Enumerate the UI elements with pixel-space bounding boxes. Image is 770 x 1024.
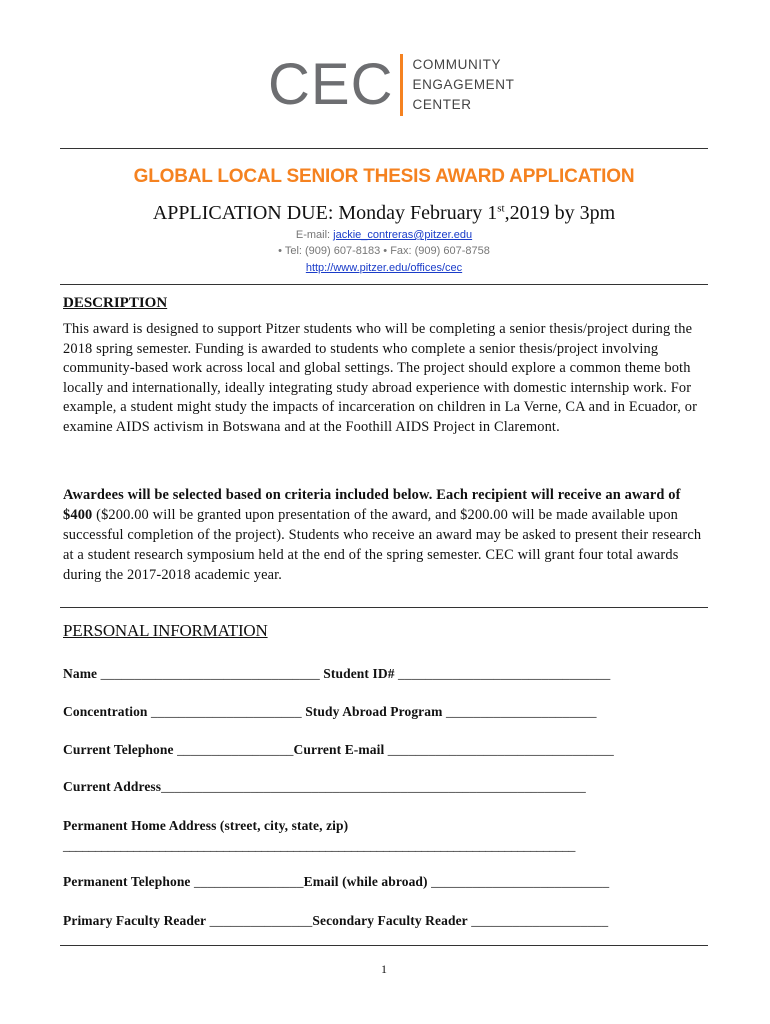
concentration-field[interactable]: ______________________ <box>147 704 306 719</box>
address-field[interactable]: ______________________________________________________________ <box>161 779 586 794</box>
description-paragraph-1: This award is designed to support Pitzer students who will be completing a senior thesis/project during the 2018 spring semester. Funding is awarded to students who complete a senior thesis/project involving community-based work across local and global settings. The project should explore a common theme both locally and internationally, ideally integrating study abroad experience with domestic internship work. For example, a student might study the impacts of incarceration on children in La Verne, CA and in Ecuador, or examine AIDS activism in Botswana and at the Foothill AIDS Project in Claremont. <box>63 321 698 435</box>
due-sup: st <box>497 202 505 215</box>
field-row-faculty-readers <box>63 913 708 929</box>
website-link[interactable]: http://www.pitzer.edu/offices/cec <box>305 262 463 274</box>
field-row-address <box>63 779 708 795</box>
name-label: Name <box>63 666 98 681</box>
page-title: GLOBAL LOCAL SENIOR THESIS AWARD APPLICATION <box>133 166 635 187</box>
divider-top <box>60 148 708 149</box>
student-id-field[interactable]: _______________________________ <box>394 666 611 681</box>
secondary-reader-label: Secondary Faculty Reader <box>312 913 468 928</box>
website <box>60 262 708 274</box>
logo-line-1: COMMUNITY <box>412 57 502 72</box>
secondary-reader-field[interactable]: ____________________ <box>467 913 609 928</box>
due-suffix: ,2019 by 3pm <box>504 202 616 224</box>
telephone-field[interactable]: _________________ <box>173 742 294 757</box>
email-label: E-mail: <box>295 229 334 241</box>
award-details: ($200.00 will be granted upon presentation of the award, and $200.00 will be made available upon successful completion of the project). Students who receive an award may be asked to present their research at a student research symposium held at the end of the spring semester. CEC will grant four total awards during the 2017-2018 academic year. <box>63 507 702 583</box>
personal-info-heading: PERSONAL INFORMATION <box>63 621 268 640</box>
primary-reader-label: Primary Faculty Reader <box>63 913 207 928</box>
divider-footer <box>60 945 708 946</box>
current-email-field[interactable]: _________________________________ <box>384 742 614 757</box>
study-abroad-label: Study Abroad Program <box>305 704 443 719</box>
field-row-telephone <box>63 742 708 758</box>
logo-divider <box>400 54 403 116</box>
address-label: Current Address <box>63 779 162 794</box>
description-paragraph-2 <box>63 485 708 585</box>
contact-info <box>60 227 708 259</box>
primary-reader-field[interactable]: _______________ <box>206 913 313 928</box>
due-date <box>60 202 708 225</box>
divider-header <box>60 284 708 285</box>
due-prefix: APPLICATION DUE: Monday February 1 <box>152 202 498 224</box>
concentration-label: Concentration <box>63 704 148 719</box>
award-criteria-bold: Awardees will be selected based on criteria included below. Each recipient will receive an award of $400 <box>63 487 681 523</box>
logo-line-2: ENGAGEMENT <box>412 77 515 92</box>
name-field[interactable]: ________________________________ <box>97 666 324 681</box>
permanent-phone-label: Permanent Telephone <box>63 874 191 889</box>
abroad-email-label: Email (while abroad) <box>303 874 428 889</box>
abroad-email-field[interactable]: __________________________ <box>427 874 610 889</box>
logo-mark: CEC <box>268 52 394 117</box>
page-number: 1 <box>381 962 387 976</box>
phone-line: • Tel: (909) 607-8183 • Fax: (909) 607-8758 <box>278 245 490 257</box>
logo-wordmark <box>412 55 514 115</box>
student-id-label: Student ID# <box>323 666 395 681</box>
permanent-address-label: Permanent Home Address (street, city, state, zip) <box>63 818 349 833</box>
field-row-concentration <box>63 704 708 720</box>
email-link[interactable]: jackie_contreras@pitzer.edu <box>333 229 473 241</box>
logo-line-3: CENTER <box>412 97 472 112</box>
permanent-phone-field[interactable]: ________________ <box>190 874 304 889</box>
cec-logo <box>268 54 514 116</box>
description-heading: DESCRIPTION <box>63 295 168 311</box>
telephone-label: Current Telephone <box>63 742 174 757</box>
divider-description <box>60 607 708 608</box>
field-row-permanent-phone <box>63 874 708 890</box>
current-email-label: Current E-mail <box>293 742 385 757</box>
study-abroad-field[interactable]: ______________________ <box>442 704 597 719</box>
permanent-address-field[interactable]: ________________________________________________________________________________ <box>63 838 576 853</box>
field-row-name <box>63 666 708 682</box>
